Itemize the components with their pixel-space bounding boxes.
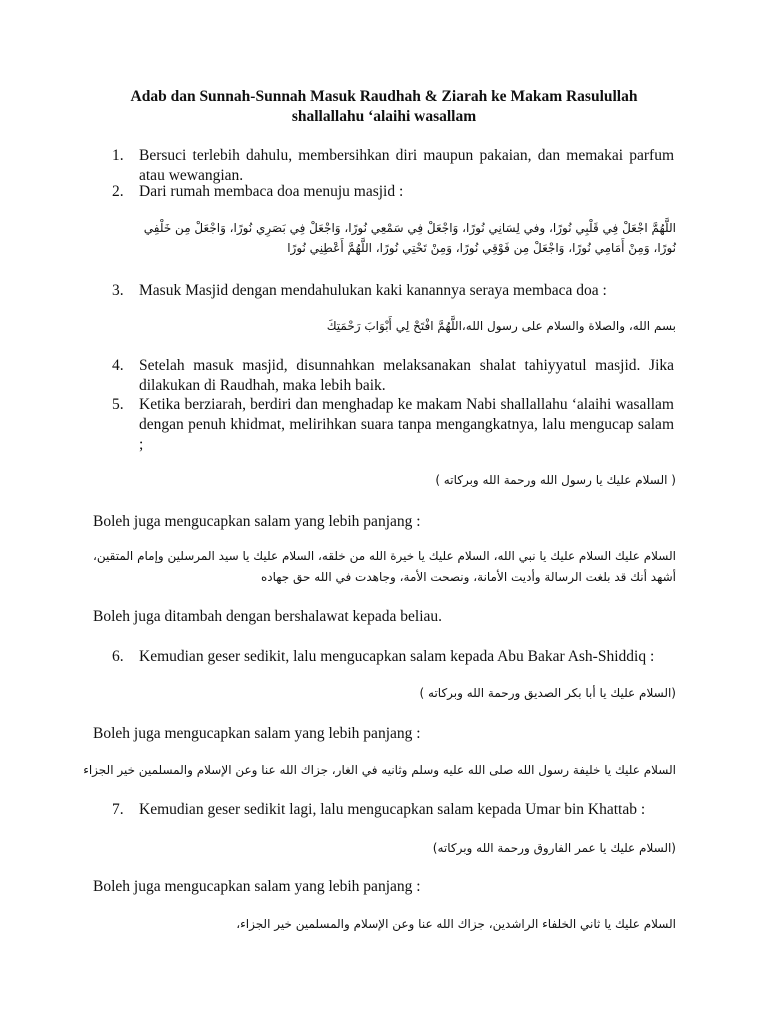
list-text: Kemudian geser sedikit lagi, lalu mengucapkan salam kepada Umar bin Khattab : bbox=[139, 801, 646, 818]
list-item-3 bbox=[112, 281, 674, 301]
list-item-2 bbox=[112, 182, 674, 202]
list-number: 7. bbox=[112, 801, 124, 818]
list-number: 4. bbox=[112, 357, 124, 374]
list-text: Masuk Masjid dengan mendahulukan kaki kanannya seraya membaca doa : bbox=[139, 282, 607, 299]
list-item-1 bbox=[112, 146, 674, 186]
title-line-1: Adab dan Sunnah-Sunnah Masuk Raudhah & Ziarah ke Makam Rasulullah bbox=[130, 88, 638, 105]
arabic-salam-nabi-long-2: أشهد أنك قد بلغت الرسالة وأديت الأمانة، ونصحت الأمة، وجاهدت في الله حق جهاده bbox=[260, 570, 676, 584]
arabic-doa-masjid-line-1: اللَّهُمَّ اجْعَلْ فِي قَلْبِي نُورًا، وفي لِسَانِي نُورًا، وَاجْعَلْ فِي سَمْعِي نُورًا، وَاجْعَلْ فِي بَصَرِي نُورًا، وَاجْعَلْ مِن خَلْفِي bbox=[143, 221, 676, 235]
arabic-salam-umar-long: السلام عليك يا ثاني الخلفاء الراشدين، جزاك الله عنا وعن الإسلام والمسلمين خير الجزاء، bbox=[236, 917, 676, 931]
list-text: Dari rumah membaca doa menuju masjid : bbox=[139, 183, 404, 200]
arabic-salam-nabi: ( السلام عليك يا رسول الله ورحمة الله وبركاته ) bbox=[435, 473, 676, 487]
paragraph-salam-panjang-3: Boleh juga mengucapkan salam yang lebih panjang : bbox=[93, 878, 421, 895]
paragraph-shalawat: Boleh juga ditambah dengan bershalawat kepada beliau. bbox=[93, 608, 443, 625]
list-text: Kemudian geser sedikit, lalu mengucapkan salam kepada Abu Bakar Ash-Shiddiq : bbox=[139, 648, 655, 665]
list-item-4 bbox=[112, 356, 674, 396]
list-item-5 bbox=[112, 395, 674, 455]
list-number: 1. bbox=[112, 147, 124, 164]
list-number: 6. bbox=[112, 648, 124, 665]
list-number: 3. bbox=[112, 282, 124, 299]
arabic-doa-masjid-line-2: نُورًا، وَمِنْ أَمَامِي نُورًا، وَاجْعَلْ مِن فَوْقِي نُورًا، وَمِنْ تَحْتِي نُورًا، اللَّهُمَّ أَعْطِنِي نُورًا bbox=[287, 241, 676, 255]
list-item-6 bbox=[112, 647, 674, 667]
list-item-7 bbox=[112, 800, 674, 820]
arabic-salam-umar: (السلام عليك يا عمر الفاروق ورحمة الله وبركاته) bbox=[432, 841, 676, 855]
list-number: 5. bbox=[112, 396, 124, 413]
arabic-salam-abubakar: (السلام عليك يا أبا بكر الصديق ورحمة الله وبركاته ) bbox=[419, 686, 676, 700]
title-line-2: shallallahu ‘alaihi wasallam bbox=[291, 108, 477, 125]
arabic-doa-masuk: بسم الله، والصلاة والسلام على رسول الله،اللَّهُمَّ افْتَحْ لِي أَبْوَابَ رَحْمَتِكَ bbox=[326, 319, 676, 333]
arabic-salam-abubakar-long: السلام عليك يا خليفة رسول الله صلى الله عليه وسلم وثانيه في الغار، جزاك الله عنا وعن الإسلام والمسلمين خير الجزاء bbox=[83, 763, 676, 777]
list-text: Setelah masuk masjid, disunnahkan melaksanakan shalat tahiyyatul masjid. Jika dilakukan di Raudhah, maka lebih baik. bbox=[139, 357, 674, 394]
arabic-salam-nabi-long-1: السلام عليك السلام عليك يا نبي الله، السلام عليك يا خيرة الله من خلقه، السلام عليك يا سيد المرسلين وإمام المتقين، bbox=[93, 549, 676, 563]
paragraph-salam-panjang-1: Boleh juga mengucapkan salam yang lebih panjang : bbox=[93, 513, 421, 530]
paragraph-salam-panjang-2: Boleh juga mengucapkan salam yang lebih panjang : bbox=[93, 725, 421, 742]
list-number: 2. bbox=[112, 183, 124, 200]
document-title bbox=[0, 87, 768, 127]
list-text: Bersuci terlebih dahulu, membersihkan diri maupun pakaian, dan memakai parfum atau wewangian. bbox=[139, 147, 674, 184]
list-text: Ketika berziarah, berdiri dan menghadap ke makam Nabi shallallahu ‘alaihi wasallam dengan penuh khidmat, melirihkan suara tanpa mengangkatnya, lalu mengucap salam ; bbox=[139, 396, 674, 453]
